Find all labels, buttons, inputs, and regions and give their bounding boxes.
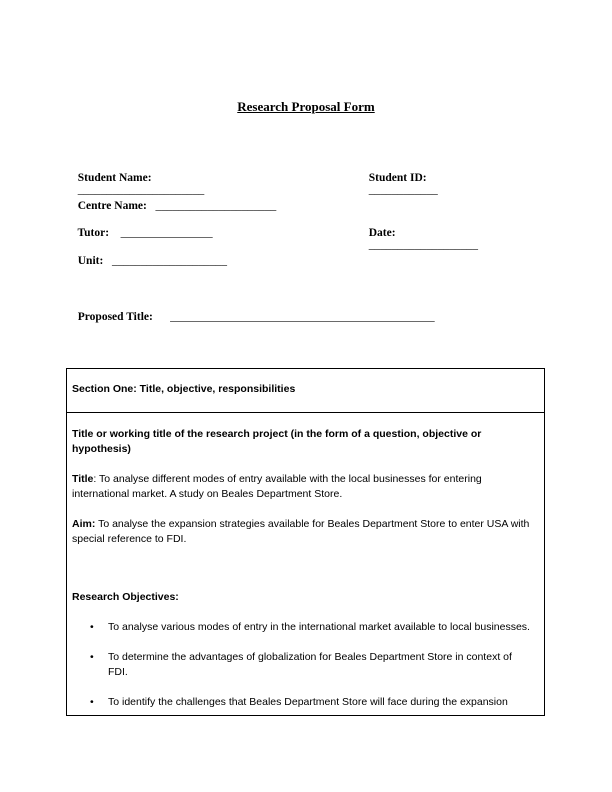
date-field[interactable] — [363, 215, 478, 251]
unit-blank[interactable]: ____________________ — [111, 255, 227, 267]
date-label: Date: — [368, 227, 396, 239]
title-text: : To analyse different modes of entry available with the local businesses for entering international market. A study on Beales Department Store. — [72, 473, 482, 500]
aim-paragraph — [72, 517, 530, 547]
bullet-icon: • — [90, 621, 94, 633]
bullet-icon: • — [90, 696, 94, 708]
tutor-blank[interactable]: ________________ — [120, 227, 213, 239]
list-item: • To determine the advantages of globalization for Beales Department Store in context of FDI. — [90, 651, 512, 678]
section-one-body — [67, 413, 544, 710]
date-blank[interactable]: ___________________ — [368, 239, 478, 251]
research-title-prompt: Title or working title of the research project (in the form of a question, objective or hypothesis) — [72, 428, 482, 455]
objectives-list — [72, 620, 530, 710]
objectives-heading: Research Objectives: — [72, 591, 179, 603]
unit-field[interactable] — [72, 243, 227, 267]
title-paragraph — [72, 472, 530, 502]
student-id-label: Student ID: — [368, 172, 427, 184]
proposed-title-label: Proposed Title: — [77, 311, 153, 323]
centre-name-label: Centre Name: — [77, 200, 147, 212]
student-name-label: Student Name: — [77, 172, 152, 184]
student-id-field[interactable] — [363, 160, 438, 196]
section-one-box — [66, 368, 545, 716]
bullet-icon: • — [90, 651, 94, 663]
tutor-field[interactable] — [72, 215, 213, 239]
title-label: Title — [72, 473, 94, 485]
form-title: Research Proposal Form — [237, 99, 375, 114]
aim-text: To analyse the expansion strategies available for Beales Department Store to enter USA with special reference to FDI. — [72, 518, 530, 545]
unit-label: Unit: — [77, 255, 104, 267]
aim-label: Aim: — [72, 518, 96, 530]
list-item: • To analyse various modes of entry in the international market available to local businesses. — [90, 621, 530, 633]
centre-name-field[interactable] — [72, 188, 276, 212]
proposed-title-field[interactable] — [72, 299, 435, 323]
list-item: • To identify the challenges that Beales Department Store will face during the expansion — [90, 696, 508, 708]
student-id-blank[interactable]: ____________ — [368, 184, 438, 196]
section-one-heading: Section One: Title, objective, responsibilities — [67, 369, 544, 413]
centre-name-blank[interactable]: _____________________ — [155, 200, 277, 212]
tutor-label: Tutor: — [77, 227, 110, 239]
proposed-title-blank[interactable]: ______________________________________________ — [170, 311, 435, 323]
student-name-blank[interactable]: ______________________ — [77, 184, 205, 196]
